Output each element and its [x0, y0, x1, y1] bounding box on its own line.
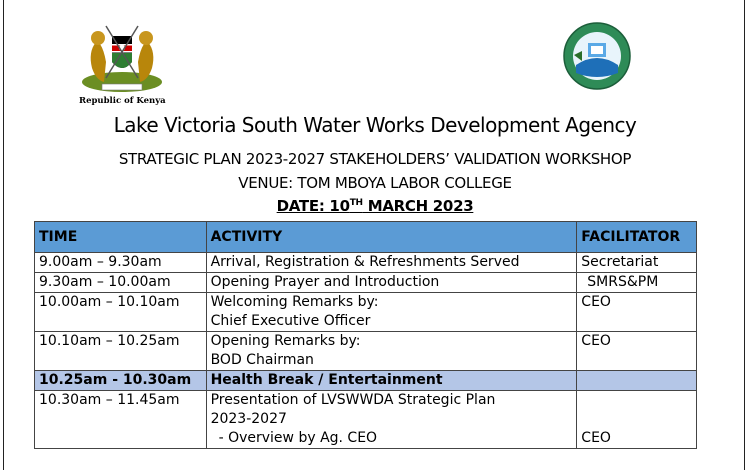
- activity-cell: [206, 293, 577, 332]
- activity-cell: [206, 273, 577, 293]
- activity-line: 2023-2027: [210, 411, 287, 427]
- agency-name: Lake Victoria South Water Works Development Agency: [113, 113, 637, 137]
- time-cell: 10.10am – 10.25am: [35, 332, 207, 371]
- activity-line: Health Break / Entertainment: [210, 372, 443, 388]
- time-cell: 9.30am – 10.00am: [35, 273, 207, 293]
- table-row: [35, 293, 697, 332]
- activity-line: Chief Executive Officer: [210, 313, 371, 329]
- facilitator-cell: Secretariat: [577, 253, 697, 273]
- activity-line: Presentation of LVSWWDA Strategic Plan: [210, 392, 496, 408]
- activity-line: Arrival, Registration & Refreshments Served: [210, 254, 520, 270]
- activity-line: BOD Chairman: [210, 352, 314, 368]
- activity-line: Opening Prayer and Introduction: [210, 274, 440, 290]
- activity-line: Welcoming Remarks by:: [210, 294, 379, 310]
- table-row: [35, 273, 697, 293]
- time-cell: 10.00am – 10.10am: [35, 293, 207, 332]
- facilitator-cell: SMRS&PM: [577, 273, 697, 293]
- facilitator-cell: [577, 371, 697, 391]
- agenda-table: [34, 221, 697, 449]
- activity-cell: [206, 332, 577, 371]
- table-row-break: [35, 371, 697, 391]
- table-header-row: [35, 222, 697, 253]
- date-ordinal: TH: [349, 198, 363, 208]
- activity-line: Opening Remarks by:: [210, 333, 361, 349]
- workshop-title: STRATEGIC PLAN 2023-2027 STAKEHOLDERS’ VALIDATION WORKSHOP: [118, 150, 632, 168]
- activity-cell: [206, 391, 577, 449]
- facilitator-cell: CEO: [577, 332, 697, 371]
- activity-line: - Overview by Ag. CEO: [218, 430, 378, 446]
- country-caption: Republic of Kenya: [79, 96, 166, 106]
- facilitator-cell: CEO: [577, 391, 697, 449]
- activity-cell: [206, 253, 577, 273]
- time-cell: 10.30am – 11.45am: [35, 391, 207, 449]
- agency-logo-icon: [562, 21, 632, 91]
- kenya-coat-of-arms-icon: [74, 22, 170, 96]
- date-prefix: DATE: 10: [276, 197, 350, 215]
- header-activity: ACTIVITY: [206, 222, 577, 253]
- header-time: TIME: [35, 222, 207, 253]
- table-row: [35, 253, 697, 273]
- facilitator-cell: CEO: [577, 293, 697, 332]
- date-rest: MARCH 2023: [362, 197, 474, 215]
- venue-line: VENUE: TOM MBOYA LABOR COLLEGE: [238, 174, 512, 192]
- time-cell: 10.25am - 10.30am: [35, 371, 207, 391]
- header-facilitator: FACILITATOR: [577, 222, 697, 253]
- table-row: [35, 332, 697, 371]
- table-row: [35, 391, 697, 449]
- date-line: [0, 197, 750, 215]
- time-cell: 9.00am – 9.30am: [35, 253, 207, 273]
- activity-cell: [206, 371, 577, 391]
